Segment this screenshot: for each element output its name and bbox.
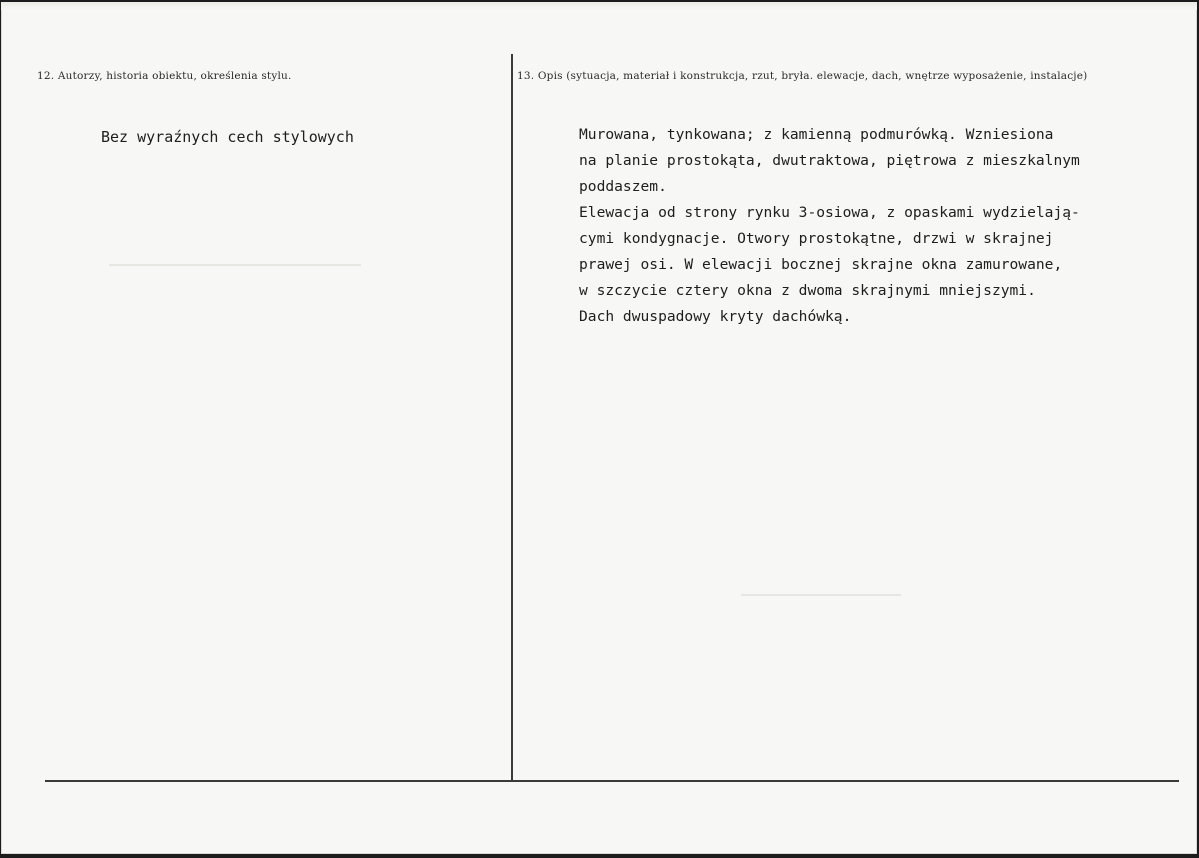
description-line: Dach dwuspadowy kryty dachówką.	[579, 308, 852, 325]
section-13-label: 13. Opis (sytuacja, materiał i konstrukcja, rzut, bryła. elewacje, dach, wnętrze wyposażenie, instalacje)	[517, 70, 1088, 82]
column-divider	[511, 54, 513, 782]
show-through-mark	[109, 264, 361, 266]
description-line: Murowana, tynkowana; z kamienną podmurówką. Wzniesiona	[579, 126, 1054, 143]
description-line: poddaszem.	[579, 178, 667, 195]
show-through-mark	[741, 594, 901, 596]
description-line: Elewacja od strony rynku 3-osiowa, z opaskami wydzielają-	[579, 204, 1080, 221]
section-12-label: 12. Autorzy, historia obiektu, określenia stylu.	[37, 70, 292, 82]
bottom-rule	[45, 780, 1179, 782]
record-card	[1, 2, 1197, 854]
description-line: cymi kondygnacje. Otwory prostokątne, drzwi w skrajnej	[579, 230, 1054, 247]
description-line: w szczycie cztery okna z dwoma skrajnymi mniejszymi.	[579, 282, 1036, 299]
description-line: na planie prostokąta, dwutraktowa, piętrowa z mieszkalnym	[579, 152, 1080, 169]
description-line: prawej osi. W elewacji bocznej skrajne okna zamurowane,	[579, 256, 1063, 273]
style-description-text: Bez wyraźnych cech stylowych	[101, 128, 354, 146]
object-description	[579, 122, 1080, 330]
